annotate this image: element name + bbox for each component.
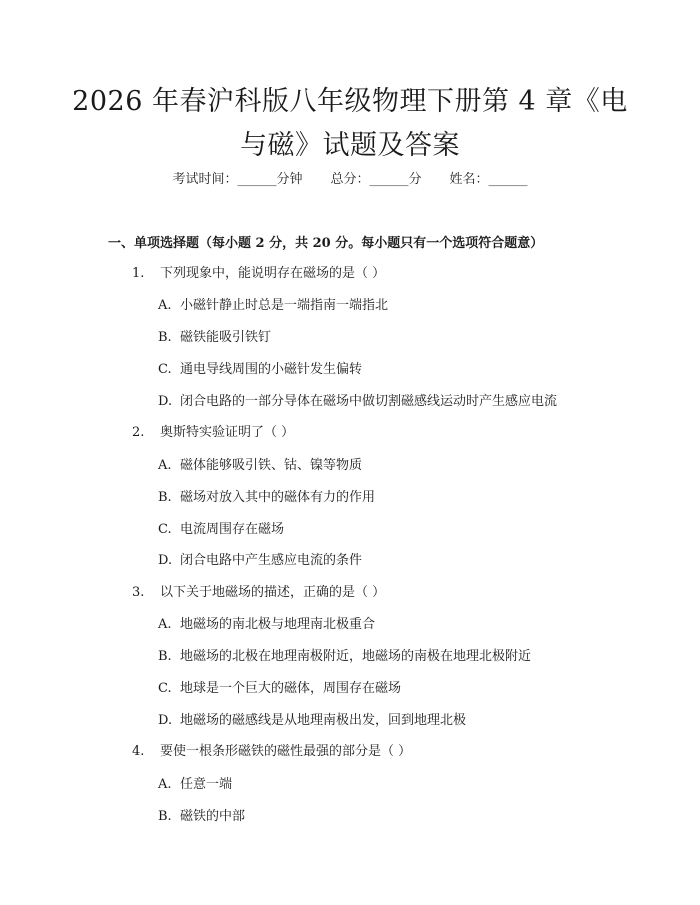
option-letter: B.	[158, 649, 172, 664]
question-4-option-a	[158, 773, 232, 792]
option-text: 地磁场的北极在地理南极附近，地磁场的南极在地理北极附近	[180, 649, 532, 664]
option-letter: C.	[158, 362, 172, 377]
question-number: 3.	[132, 585, 145, 600]
option-text: 地球是一个巨大的磁体，周围存在磁场	[180, 681, 402, 696]
question-1-option-d	[158, 390, 557, 409]
exam-name: 姓名：______	[449, 172, 528, 187]
question-3-option-d	[158, 709, 466, 728]
option-letter: D.	[158, 394, 173, 409]
question-1-option-a	[158, 294, 388, 313]
question-3	[132, 581, 385, 600]
question-3-option-c	[158, 677, 401, 696]
section-heading: 一、单项选择题（每小题 2 分，共 20 分。每小题只有一个选项符合题意）	[108, 236, 544, 251]
question-2-option-c	[158, 518, 284, 537]
question-text: 要使一根条形磁铁的磁性最强的部分是（ ）	[160, 744, 412, 759]
option-letter: B.	[158, 809, 172, 824]
option-letter: A.	[158, 298, 172, 313]
option-text: 磁铁的中部	[180, 809, 246, 824]
option-text: 电流周围存在磁场	[180, 522, 285, 537]
option-text: 通电导线周围的小磁针发生偏转	[180, 362, 363, 377]
option-letter: D.	[158, 713, 173, 728]
question-1-option-c	[158, 358, 362, 377]
option-letter: A.	[158, 777, 172, 792]
option-text: 闭合电路中产生感应电流的条件	[180, 553, 363, 568]
question-4	[132, 740, 411, 759]
question-number: 1.	[132, 266, 145, 281]
option-letter: B.	[158, 330, 172, 345]
question-1-option-b	[158, 326, 271, 345]
option-text: 任意一端	[180, 777, 233, 792]
question-3-option-a	[158, 613, 375, 632]
option-letter: A.	[158, 617, 172, 632]
exam-total-score: 总分：______分	[330, 172, 422, 187]
option-text: 磁铁能吸引铁钉	[180, 330, 272, 345]
question-2-option-b	[158, 486, 375, 505]
question-number: 4.	[132, 744, 145, 759]
question-2	[132, 421, 294, 440]
option-text: 地磁场的磁感线是从地理南极出发，回到地理北极	[180, 713, 467, 728]
option-text: 磁体能够吸引铁、钴、镍等物质	[180, 458, 363, 473]
option-letter: B.	[158, 490, 172, 505]
question-number: 2.	[132, 425, 145, 440]
option-letter: C.	[158, 522, 172, 537]
option-text: 磁场对放入其中的磁体有力的作用	[180, 490, 376, 505]
option-letter: C.	[158, 681, 172, 696]
question-2-option-a	[158, 454, 362, 473]
option-letter: A.	[158, 458, 172, 473]
option-letter: D.	[158, 553, 173, 568]
option-text: 闭合电路的一部分导体在磁场中做切割磁感线运动时产生感应电流	[180, 394, 558, 409]
exam-meta	[0, 168, 700, 187]
question-text: 下列现象中，能说明存在磁场的是（ ）	[160, 266, 386, 281]
question-text: 奥斯特实验证明了（ ）	[160, 425, 295, 440]
question-4-option-b	[158, 805, 245, 824]
question-3-option-b	[158, 645, 531, 664]
document-title: 2026 年春沪科版八年级物理下册第 4 章《电与磁》试题及答案	[72, 86, 628, 161]
option-text: 小磁针静止时总是一端指南一端指北	[180, 298, 389, 313]
question-2-option-d	[158, 549, 362, 568]
question-1	[132, 262, 385, 281]
question-text: 以下关于地磁场的描述，正确的是（ ）	[160, 585, 386, 600]
exam-time: 考试时间：______分钟	[172, 172, 303, 187]
option-text: 地磁场的南北极与地理南北极重合	[180, 617, 376, 632]
